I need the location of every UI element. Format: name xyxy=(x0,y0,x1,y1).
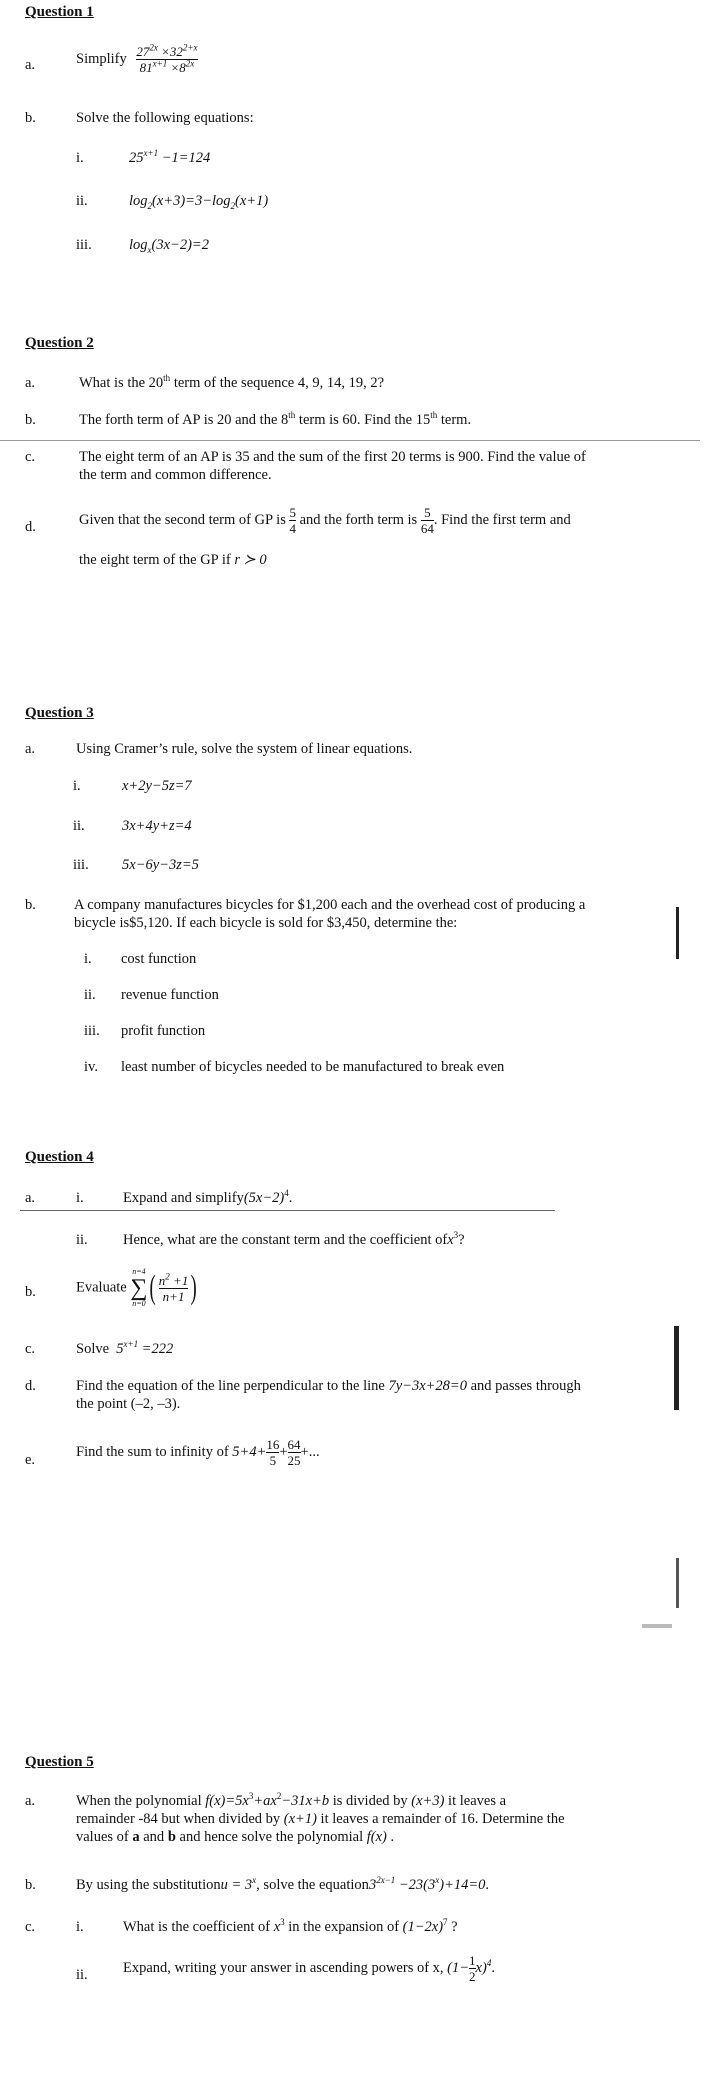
q3-b-iii-text: profit function xyxy=(121,1023,206,1039)
q4-a-i-text: Expand and $simplify(5x-2)^4$. xyxy=(123,1188,293,1206)
q5-a-label: a. xyxy=(25,1793,36,1809)
q1-b-iii-equation: $\log_x(3x-2)=2$ xyxy=(129,237,209,255)
q5-b-text: By using the substitutionu = $3^x$, solve the $equation3^{2x-1} -23(3^x)+14=0$. xyxy=(76,1875,490,1893)
q3-b-iv-label: iv. xyxy=(84,1059,98,1075)
q3-a-i-label: i. xyxy=(73,778,81,794)
question-1-heading: Question 1 xyxy=(25,4,94,20)
q2-d-line1: Given that the second term of GP is $\frac{5}{4}$ and the forth term is $\frac{5}{64}$ . Find the first term and xyxy=(79,505,571,536)
fraction-5-4: $\frac{5}{4}$ xyxy=(289,505,296,536)
right-paren: ) xyxy=(190,1269,198,1306)
q4-d-label: d. xyxy=(25,1378,36,1394)
question-2-heading: Question 2 xyxy=(25,335,94,351)
q5-c-i-label: i. xyxy=(76,1919,84,1935)
q3-b-line2: bicycle is$5,120. If each bicycle is sold for $3,450, determine the: xyxy=(74,915,458,931)
question-3-heading: Question 3 xyxy=(25,705,94,721)
q5-c-i-text: What is the coefficient of $x^3$ in the expansion of $(1-2x)^7$ ? xyxy=(123,1917,458,1935)
q1-a-text: Simplify xyxy=(76,51,127,67)
fraction-5-64: $\frac{5}{64}$ xyxy=(420,505,434,536)
q5-c-ii-label: ii. xyxy=(76,1967,88,1983)
q2-b-text: The forth term of AP is 20 and the 8th term is 60. Find the 15th term. xyxy=(79,410,472,428)
fraction-16-5: $\frac{16}{5}$ xyxy=(266,1437,280,1468)
q2-a-text: What is the 20th term of the sequence 4, 9, 14, 19, 2? xyxy=(79,373,384,391)
q3-b-line1: A company manufactures bicycles for $1,200 each and the overhead cost of producing a xyxy=(74,897,586,913)
q2-d-label: d. xyxy=(25,519,36,535)
q5-a-line3: values of a and b and hence solve the polynomial f(x) . xyxy=(76,1829,395,1845)
q1-a-item xyxy=(76,44,198,75)
q3-a-i-equation: x+2y−5z=7 xyxy=(122,778,192,794)
q1-b-ii-equation: $\log_2(x+3)=3-\log_2(x+1)$ xyxy=(129,193,269,211)
q2-c-line1: The eight term of an AP is 35 and the sum of the first 20 terms is 900. Find the value of xyxy=(79,449,586,465)
q4-d-line1: Find the equation of the line perpendicular to the line 7y−3x+28=0 and passes through xyxy=(76,1378,581,1394)
q3-a-text: Using Cramer’s rule, solve the system of linear equations. xyxy=(76,741,413,757)
q4-d-line2: the point (–2, –3). xyxy=(76,1396,181,1412)
scan-line xyxy=(0,440,700,441)
q2-d-line2: the eight term of the GP if r ≻ 0 xyxy=(79,552,267,568)
q4-a-i-label: i. xyxy=(76,1190,84,1206)
scan-mark xyxy=(642,1624,672,1628)
q4-b-label: b. xyxy=(25,1284,36,1300)
scan-mark xyxy=(676,1558,679,1608)
q3-b-i-text: cost function xyxy=(121,951,197,967)
fraction-64-25: $\frac{64}{25}$ xyxy=(287,1437,301,1468)
q3-b-ii-label: ii. xyxy=(84,987,96,1003)
q3-b-label: b. xyxy=(25,897,36,913)
q4-a-ii-text: Hence, what are the constant term and the coefficient ofx$^3$? xyxy=(123,1230,465,1248)
q2-c-label: c. xyxy=(25,449,36,465)
q1-a-label: a. xyxy=(25,57,36,73)
left-paren: ( xyxy=(150,1269,157,1306)
q1-b-text: Solve the following equations: xyxy=(76,110,254,126)
q4-c-text: Solve $5^{x+1} =222$ xyxy=(76,1339,174,1357)
q3-b-iv-text: least number of bicycles needed to be manufactured to break even xyxy=(121,1059,505,1075)
q4-e-item: Find the sum to infinity of 5+4+ $\frac{16}{5}$ + $\frac{64}{25}$ +... xyxy=(76,1437,320,1468)
q3-b-iii-label: iii. xyxy=(84,1023,100,1039)
q3-a-ii-label: ii. xyxy=(73,818,85,834)
q1-b-i-equation: $25^{x+1} -1=124$ xyxy=(129,148,211,166)
q5-c-ii-text: Expand, writing your answer in ascending powers of x, (1− $\frac{1}{2}$ x)$^4$. xyxy=(123,1953,495,1984)
q1-b-label: b. xyxy=(25,110,36,126)
fraction-denominator: $81^{x+1} \times 8^{2x}$ xyxy=(136,59,197,75)
q1-a-fraction xyxy=(136,44,197,75)
scan-mark xyxy=(676,907,679,959)
q2-b-label: b. xyxy=(25,412,36,428)
question-5-heading: Question 5 xyxy=(25,1754,94,1770)
q5-a-line2: remainder -84 but when divided by (x+1) it leaves a remainder of 16. Determine the xyxy=(76,1811,565,1827)
q1-b-iii-label: iii. xyxy=(76,237,92,253)
q4-e-label: e. xyxy=(25,1452,36,1468)
q3-a-ii-equation: 3x+4y+z=4 xyxy=(122,818,192,834)
q3-a-iii-label: iii. xyxy=(73,857,89,873)
q4-c-label: c. xyxy=(25,1341,36,1357)
q4-b-item: Evaluate n=4 ∑ n=0 ( $\frac{n^2 +1}{n+1}$ ) xyxy=(76,1267,198,1308)
fraction-1-2: $\frac{1}{2}$ xyxy=(469,1953,476,1984)
q2-c-line2: the term and common difference. xyxy=(79,467,272,483)
question-4-heading: Question 4 xyxy=(25,1149,94,1165)
underline-rule xyxy=(20,1210,555,1211)
q4-a-ii-label: ii. xyxy=(76,1232,88,1248)
sigma-symbol: n=4 ∑ n=0 xyxy=(130,1267,148,1308)
scan-mark xyxy=(674,1326,679,1410)
q5-b-label: b. xyxy=(25,1877,36,1893)
q5-c-label: c. xyxy=(25,1919,36,1935)
q4-a-label: a. xyxy=(25,1190,36,1206)
sum-fraction: $\frac{n^2 +1}{n+1}$ xyxy=(158,1271,189,1304)
q1-b-ii-label: ii. xyxy=(76,193,88,209)
q3-b-i-label: i. xyxy=(84,951,92,967)
q1-b-i-label: i. xyxy=(76,150,84,166)
q3-a-label: a. xyxy=(25,741,36,757)
q3-b-ii-text: revenue function xyxy=(121,987,219,1003)
fraction-numerator: $27^{2x} \times 32^{2+x}$ xyxy=(136,42,198,59)
q2-a-label: a. xyxy=(25,375,36,391)
q3-a-iii-equation: 5x−6y−3z=5 xyxy=(122,857,199,873)
q5-a-line1: When the polynomial $f(x)=5x^3+ax^2-31x+b$ is divided by (x+3) it leaves a xyxy=(76,1791,507,1809)
